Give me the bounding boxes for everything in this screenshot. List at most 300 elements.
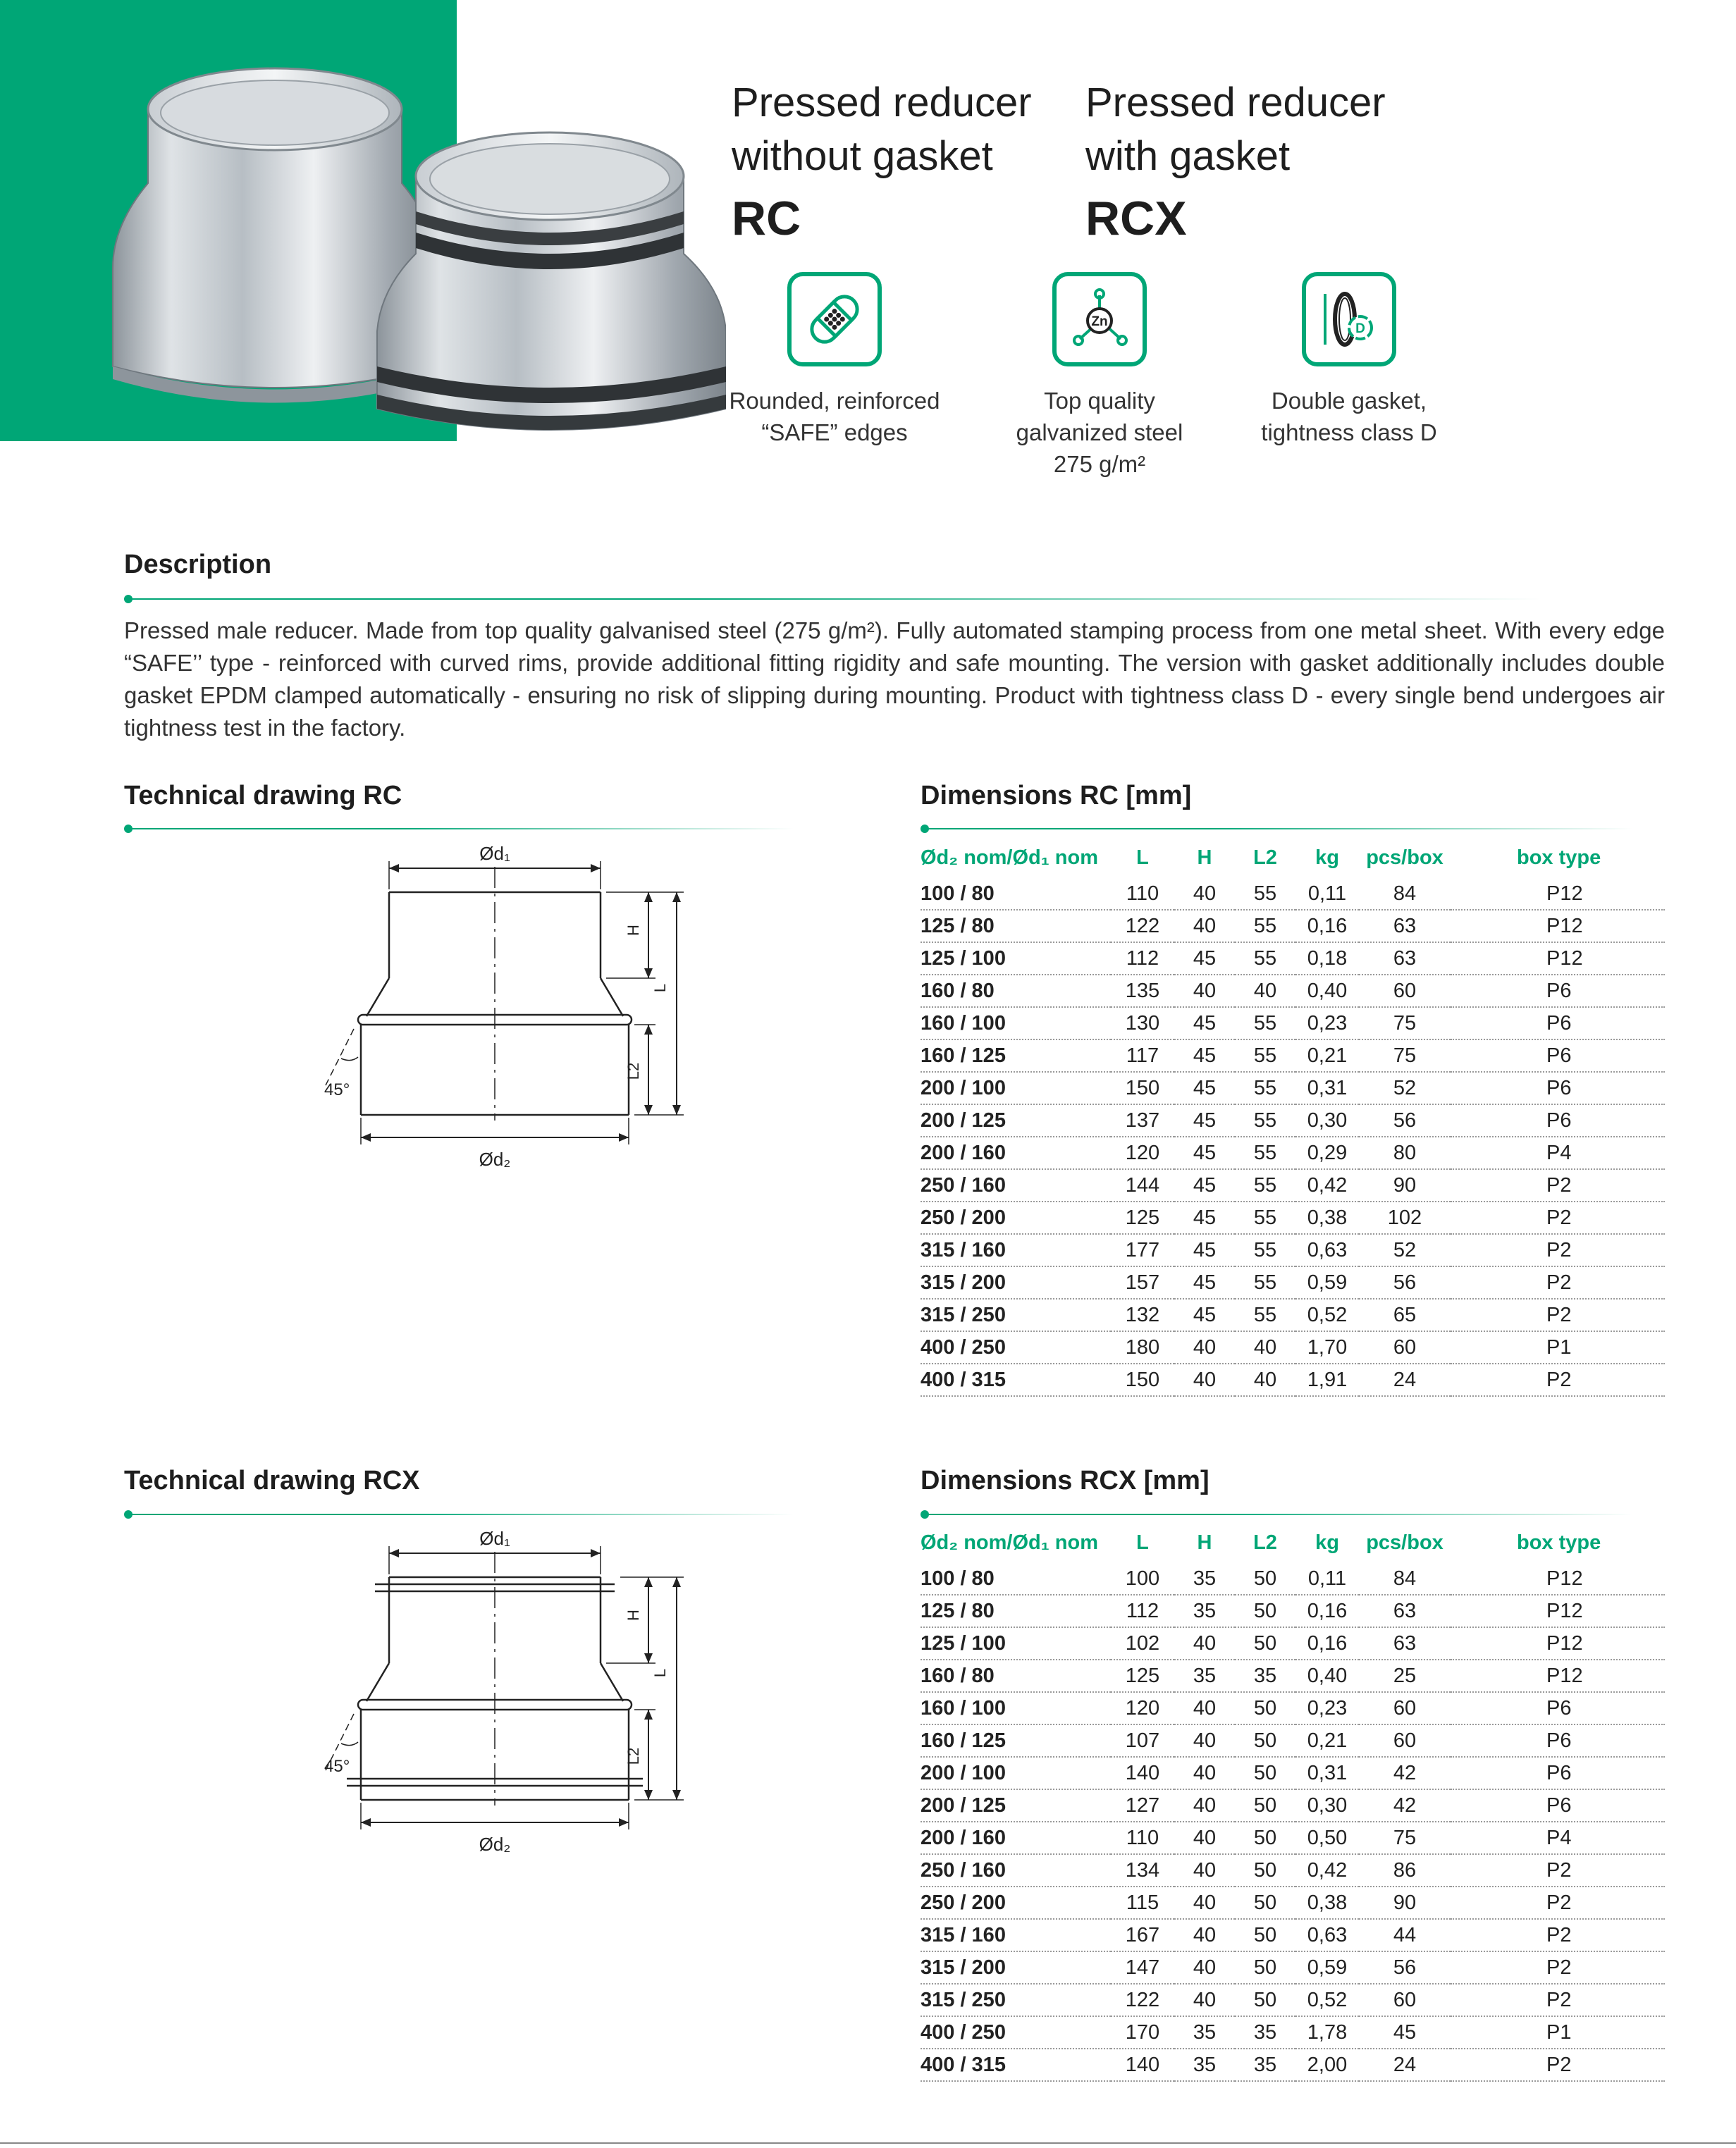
table-cell: 63	[1359, 1627, 1451, 1660]
table-cell: 120	[1111, 1137, 1174, 1169]
table-cell: 40	[1174, 1757, 1235, 1789]
description-text: Pressed male reducer. Made from top quality galvanised steel (275 g/m²). Fully automated stamping process from one metal sheet. With every edge “SAFE’’ type - reinforced with curved rims, provide additional fitting rigidity and safe mounting. The version with gasket additionally includes double gasket EPDM clamped automatically - ensuring no risk of slipping during mounting. Product with tightness class D - every single bend undergoes air tightness test in the factory.	[124, 617, 1665, 741]
table-cell: 0,38	[1295, 1202, 1359, 1234]
technical-drawing-rc	[296, 839, 719, 1180]
table-row	[921, 1202, 1665, 1234]
table-cell: P12	[1451, 1627, 1665, 1660]
table-cell: P2	[1451, 1299, 1665, 1331]
table-row	[921, 1660, 1665, 1692]
dimension-label-d2: Ød₂	[479, 1834, 511, 1855]
feature-galvanized-steel	[980, 272, 1219, 480]
table-row	[921, 1822, 1665, 1854]
dimensions-rc-heading: Dimensions RC [mm]	[921, 781, 1192, 810]
table-header-row	[921, 837, 1665, 878]
table-cell: 56	[1359, 1104, 1451, 1137]
title-line: Pressed reducer	[1085, 80, 1386, 125]
table-cell: 2,00	[1295, 2049, 1359, 2081]
table-cell: 200 / 125	[921, 1789, 1111, 1822]
table-cell: P6	[1451, 1039, 1665, 1072]
table-cell: 0,40	[1295, 975, 1359, 1007]
table-cell: 40	[1174, 910, 1235, 942]
table-cell: 80	[1359, 1137, 1451, 1169]
table-cell: 90	[1359, 1887, 1451, 1919]
table-cell: 84	[1359, 1563, 1451, 1595]
heading-rule	[131, 828, 794, 829]
table-cell: 45	[1174, 1072, 1235, 1104]
table-cell: 0,38	[1295, 1887, 1359, 1919]
table-cell: 35	[1174, 2049, 1235, 2081]
title-line: with gasket	[1085, 133, 1291, 179]
dimension-label-d1: Ød₁	[479, 1528, 510, 1549]
table-cell: P2	[1451, 1266, 1665, 1299]
table-cell: 50	[1235, 1951, 1295, 1984]
table-cell: 55	[1235, 1137, 1295, 1169]
table-header-cell: H	[1197, 1531, 1212, 1554]
dimensions-rcx-table	[921, 1522, 1665, 2082]
table-cell: 137	[1111, 1104, 1174, 1137]
table-cell: 0,31	[1295, 1757, 1359, 1789]
table-cell: 160 / 125	[921, 1724, 1111, 1757]
dimension-label-l: L	[651, 983, 669, 993]
safe-edge-bandage-icon	[787, 272, 882, 366]
table-cell: 55	[1235, 1266, 1295, 1299]
table-cell: 55	[1235, 910, 1295, 942]
table-cell: 115	[1111, 1887, 1174, 1919]
table-cell: 55	[1235, 1202, 1295, 1234]
table-cell: 55	[1235, 878, 1295, 910]
table-cell: 45	[1174, 1137, 1235, 1169]
table-cell: 315 / 160	[921, 1919, 1111, 1951]
table-cell: P6	[1451, 1104, 1665, 1137]
table-cell: 132	[1111, 1299, 1174, 1331]
table-row	[921, 1919, 1665, 1951]
table-cell: 55	[1235, 1234, 1295, 1266]
table-cell: 150	[1111, 1072, 1174, 1104]
product-title-rc	[732, 76, 1070, 254]
table-cell: 60	[1359, 1984, 1451, 2016]
table-cell: 40	[1174, 1919, 1235, 1951]
table-cell: 50	[1235, 1789, 1295, 1822]
table-cell: 55	[1235, 1169, 1295, 1202]
table-cell: 40	[1174, 878, 1235, 910]
table-cell: 45	[1359, 2016, 1451, 2049]
table-cell: 0,23	[1295, 1692, 1359, 1724]
table-cell: 250 / 160	[921, 1854, 1111, 1887]
table-row	[921, 1007, 1665, 1039]
table-header-cell: box type	[1517, 1531, 1601, 1554]
table-cell: P6	[1451, 1789, 1665, 1822]
table-cell: 315 / 200	[921, 1266, 1111, 1299]
table-cell: 125	[1111, 1660, 1174, 1692]
table-row	[921, 878, 1665, 910]
table-cell: 40	[1174, 1627, 1235, 1660]
table-cell: 0,21	[1295, 1724, 1359, 1757]
technical-drawing-rcx	[296, 1524, 719, 1865]
table-cell: 200 / 160	[921, 1822, 1111, 1854]
table-cell: P4	[1451, 1137, 1665, 1169]
table-cell: 200 / 100	[921, 1072, 1111, 1104]
drawing-rc-heading: Technical drawing RC	[124, 781, 402, 810]
dimension-label-l: L	[651, 1668, 669, 1678]
table-cell: P6	[1451, 1692, 1665, 1724]
table-cell: P12	[1451, 910, 1665, 942]
table-cell: 0,16	[1295, 1595, 1359, 1627]
table-cell: 160 / 100	[921, 1007, 1111, 1039]
table-cell: 56	[1359, 1266, 1451, 1299]
table-cell: 55	[1235, 1072, 1295, 1104]
table-cell: 125 / 100	[921, 942, 1111, 975]
table-cell: 40	[1174, 1364, 1235, 1396]
table-cell: 55	[1235, 942, 1295, 975]
table-cell: 134	[1111, 1854, 1174, 1887]
table-cell: 0,30	[1295, 1789, 1359, 1822]
product-code: RC	[732, 192, 801, 245]
table-cell: 35	[1235, 1660, 1295, 1692]
table-cell: 160 / 80	[921, 975, 1111, 1007]
table-cell: 0,11	[1295, 1563, 1359, 1595]
table-cell: 157	[1111, 1266, 1174, 1299]
angle-label: 45°	[324, 1080, 350, 1099]
table-cell: 60	[1359, 975, 1451, 1007]
table-row	[921, 1234, 1665, 1266]
svg-text:Zn: Zn	[1091, 314, 1108, 329]
table-cell: 127	[1111, 1789, 1174, 1822]
table-cell: 102	[1111, 1627, 1174, 1660]
table-cell: 52	[1359, 1234, 1451, 1266]
feature-text: 275 g/m²	[1053, 451, 1146, 477]
table-cell: 400 / 315	[921, 2049, 1111, 2081]
table-row	[921, 1692, 1665, 1724]
table-cell: 60	[1359, 1331, 1451, 1364]
table-cell: P2	[1451, 1169, 1665, 1202]
table-cell: 40	[1174, 975, 1235, 1007]
table-cell: 40	[1235, 975, 1295, 1007]
table-cell: 110	[1111, 878, 1174, 910]
table-cell: 147	[1111, 1951, 1174, 1984]
table-cell: 170	[1111, 2016, 1174, 2049]
table-cell: 55	[1235, 1104, 1295, 1137]
table-cell: 1,78	[1295, 2016, 1359, 2049]
table-cell: 0,29	[1295, 1137, 1359, 1169]
table-cell: P6	[1451, 1007, 1665, 1039]
table-cell: 0,31	[1295, 1072, 1359, 1104]
table-row	[921, 1563, 1665, 1595]
table-cell: 35	[1235, 2049, 1295, 2081]
table-cell: 0,52	[1295, 1299, 1359, 1331]
table-row	[921, 1364, 1665, 1396]
table-cell: 112	[1111, 942, 1174, 975]
table-header-cell: kg	[1315, 1531, 1339, 1554]
table-cell: 160 / 80	[921, 1660, 1111, 1692]
angle-label: 45°	[324, 1757, 350, 1776]
table-cell: 122	[1111, 1984, 1174, 2016]
table-cell: 40	[1174, 1887, 1235, 1919]
table-cell: 45	[1174, 1234, 1235, 1266]
feature-text: Double gasket,	[1271, 388, 1427, 414]
table-cell: 400 / 250	[921, 2016, 1111, 2049]
table-cell: P4	[1451, 1822, 1665, 1854]
table-cell: 125	[1111, 1202, 1174, 1234]
table-cell: 40	[1174, 1984, 1235, 2016]
table-row	[921, 1951, 1665, 1984]
table-cell: 315 / 250	[921, 1299, 1111, 1331]
table-cell: 50	[1235, 1627, 1295, 1660]
table-cell: 63	[1359, 1595, 1451, 1627]
table-cell: 40	[1174, 1951, 1235, 1984]
dimension-label-d2: Ød₂	[479, 1149, 511, 1170]
table-cell: 35	[1174, 1563, 1235, 1595]
feature-text: tightness class D	[1261, 419, 1437, 445]
table-cell: 110	[1111, 1822, 1174, 1854]
table-cell: P2	[1451, 2049, 1665, 2081]
table-cell: P12	[1451, 1595, 1665, 1627]
table-cell: 45	[1174, 1202, 1235, 1234]
drawing-rcx-heading: Technical drawing RCX	[124, 1466, 420, 1495]
table-cell: 35	[1235, 2016, 1295, 2049]
table-row	[921, 1072, 1665, 1104]
table-cell: 0,50	[1295, 1822, 1359, 1854]
table-row	[921, 1299, 1665, 1331]
dimension-label-d1: Ød₁	[479, 843, 510, 864]
table-cell: 120	[1111, 1692, 1174, 1724]
footer-rule	[0, 2142, 1736, 2144]
table-cell: 45	[1174, 1104, 1235, 1137]
table-cell: 0,23	[1295, 1007, 1359, 1039]
table-cell: 90	[1359, 1169, 1451, 1202]
table-cell: 50	[1235, 1563, 1295, 1595]
table-row	[921, 1627, 1665, 1660]
table-cell: 250 / 160	[921, 1169, 1111, 1202]
table-header-row	[921, 1522, 1665, 1563]
table-header-cell: Ød₂ nom/Ød₁ nom	[921, 846, 1099, 869]
table-cell: 0,30	[1295, 1104, 1359, 1137]
heading-rule	[928, 828, 1632, 829]
table-header-cell: pcs/box	[1366, 846, 1443, 869]
table-cell: 50	[1235, 1854, 1295, 1887]
table-cell: 40	[1174, 1724, 1235, 1757]
table-header-cell: L2	[1253, 846, 1277, 869]
table-cell: 45	[1174, 1266, 1235, 1299]
table-cell: 400 / 315	[921, 1364, 1111, 1396]
table-cell: 0,59	[1295, 1951, 1359, 1984]
table-row	[921, 1595, 1665, 1627]
table-cell: P6	[1451, 975, 1665, 1007]
table-cell: 0,18	[1295, 942, 1359, 975]
table-cell: 117	[1111, 1039, 1174, 1072]
table-cell: P6	[1451, 1757, 1665, 1789]
table-cell: 63	[1359, 910, 1451, 942]
table-row	[921, 1789, 1665, 1822]
table-cell: 250 / 200	[921, 1202, 1111, 1234]
table-cell: 0,16	[1295, 910, 1359, 942]
product-title-rcx	[1085, 76, 1424, 254]
table-cell: 1,91	[1295, 1364, 1359, 1396]
table-cell: 50	[1235, 1595, 1295, 1627]
table-row	[921, 2016, 1665, 2049]
table-cell: 130	[1111, 1007, 1174, 1039]
table-cell: 40	[1174, 1692, 1235, 1724]
table-cell: 55	[1235, 1007, 1295, 1039]
table-cell: 24	[1359, 1364, 1451, 1396]
table-cell: 40	[1174, 1789, 1235, 1822]
table-cell: 40	[1235, 1364, 1295, 1396]
table-cell: 55	[1235, 1299, 1295, 1331]
table-row	[921, 2049, 1665, 2081]
table-cell: 100 / 80	[921, 1563, 1111, 1595]
dimensions-rc-table-wrap	[921, 837, 1665, 1397]
table-row	[921, 1854, 1665, 1887]
table-cell: 180	[1111, 1331, 1174, 1364]
table-cell: 112	[1111, 1595, 1174, 1627]
table-cell: 140	[1111, 1757, 1174, 1789]
double-gasket-icon	[1302, 272, 1396, 366]
table-cell: 0,16	[1295, 1627, 1359, 1660]
table-cell: 160 / 100	[921, 1692, 1111, 1724]
table-row	[921, 1137, 1665, 1169]
table-cell: 50	[1235, 1724, 1295, 1757]
table-cell: 86	[1359, 1854, 1451, 1887]
table-cell: P2	[1451, 1951, 1665, 1984]
table-cell: 63	[1359, 942, 1451, 975]
table-cell: 0,42	[1295, 1169, 1359, 1202]
table-cell: 0,52	[1295, 1984, 1359, 2016]
dimension-label-l2: L2	[624, 1062, 642, 1080]
dimension-label-h: H	[624, 1610, 642, 1621]
table-cell: 250 / 200	[921, 1887, 1111, 1919]
table-cell: 0,59	[1295, 1266, 1359, 1299]
table-cell: P1	[1451, 1331, 1665, 1364]
table-cell: 150	[1111, 1364, 1174, 1396]
feature-text: galvanized steel	[1016, 419, 1183, 445]
table-cell: 200 / 125	[921, 1104, 1111, 1137]
heading-rule	[928, 1514, 1632, 1515]
table-row	[921, 1266, 1665, 1299]
table-row	[921, 1724, 1665, 1757]
table-cell: P2	[1451, 1234, 1665, 1266]
table-cell: 75	[1359, 1039, 1451, 1072]
table-cell: 167	[1111, 1919, 1174, 1951]
table-cell: 55	[1235, 1039, 1295, 1072]
table-header-cell: kg	[1315, 846, 1339, 869]
feature-text: Rounded, reinforced	[729, 388, 940, 414]
dimension-label-h: H	[624, 925, 642, 936]
table-header-cell: L2	[1253, 1531, 1277, 1554]
table-cell: 50	[1235, 1887, 1295, 1919]
table-cell: P1	[1451, 2016, 1665, 2049]
table-cell: 102	[1359, 1202, 1451, 1234]
product-photo	[63, 42, 726, 451]
dimensions-rc-table	[921, 837, 1665, 1397]
table-row	[921, 1757, 1665, 1789]
table-cell: 42	[1359, 1757, 1451, 1789]
table-cell: 0,11	[1295, 878, 1359, 910]
table-cell: P2	[1451, 1984, 1665, 2016]
table-cell: 144	[1111, 1169, 1174, 1202]
description-heading: Description	[124, 550, 272, 579]
table-cell: 35	[1174, 2016, 1235, 2049]
table-row	[921, 975, 1665, 1007]
title-line: without gasket	[732, 133, 993, 179]
table-cell: 45	[1174, 1299, 1235, 1331]
feature-text: “SAFE” edges	[761, 419, 908, 445]
feature-double-gasket	[1229, 272, 1469, 448]
table-cell: P6	[1451, 1724, 1665, 1757]
table-cell: P2	[1451, 1919, 1665, 1951]
dimension-label-l2: L2	[624, 1747, 642, 1765]
dimensions-rcx-table-wrap	[921, 1522, 1665, 2082]
table-cell: P12	[1451, 878, 1665, 910]
table-cell: 35	[1174, 1595, 1235, 1627]
table-cell: P12	[1451, 942, 1665, 975]
table-cell: 50	[1235, 1692, 1295, 1724]
table-cell: 75	[1359, 1007, 1451, 1039]
table-header-cell: L	[1136, 1531, 1149, 1554]
table-cell: 0,21	[1295, 1039, 1359, 1072]
table-cell: 0,63	[1295, 1234, 1359, 1266]
product-code: RCX	[1085, 192, 1187, 245]
table-cell: 50	[1235, 1822, 1295, 1854]
table-cell: 160 / 125	[921, 1039, 1111, 1072]
table-cell: 40	[1174, 1822, 1235, 1854]
table-row	[921, 910, 1665, 942]
svg-text:D: D	[1355, 321, 1365, 336]
table-cell: 200 / 100	[921, 1757, 1111, 1789]
table-cell: 315 / 200	[921, 1951, 1111, 1984]
table-cell: 52	[1359, 1072, 1451, 1104]
table-cell: 25	[1359, 1660, 1451, 1692]
table-row	[921, 1887, 1665, 1919]
table-cell: 40	[1235, 1331, 1295, 1364]
table-cell: 65	[1359, 1299, 1451, 1331]
table-cell: P2	[1451, 1202, 1665, 1234]
table-cell: 50	[1235, 1919, 1295, 1951]
table-cell: 60	[1359, 1692, 1451, 1724]
table-cell: 100 / 80	[921, 878, 1111, 910]
table-cell: 1,70	[1295, 1331, 1359, 1364]
table-cell: 107	[1111, 1724, 1174, 1757]
table-cell: 122	[1111, 910, 1174, 942]
table-header-cell: box type	[1517, 846, 1601, 869]
table-row	[921, 1984, 1665, 2016]
zinc-molecule-icon	[1052, 272, 1147, 366]
table-cell: 45	[1174, 1039, 1235, 1072]
heading-rule	[131, 598, 1541, 600]
table-cell: 315 / 250	[921, 1984, 1111, 2016]
table-cell: P2	[1451, 1854, 1665, 1887]
table-cell: 200 / 160	[921, 1137, 1111, 1169]
table-cell: 400 / 250	[921, 1331, 1111, 1364]
table-row	[921, 1039, 1665, 1072]
table-cell: 84	[1359, 878, 1451, 910]
table-cell: 315 / 160	[921, 1234, 1111, 1266]
table-cell: 50	[1235, 1984, 1295, 2016]
table-header-cell: Ød₂ nom/Ød₁ nom	[921, 1531, 1099, 1554]
table-cell: 40	[1174, 1331, 1235, 1364]
table-cell: 177	[1111, 1234, 1174, 1266]
feature-text: Top quality	[1044, 388, 1155, 414]
table-row	[921, 1104, 1665, 1137]
table-cell: 0,63	[1295, 1919, 1359, 1951]
table-cell: 100	[1111, 1563, 1174, 1595]
table-cell: 42	[1359, 1789, 1451, 1822]
table-header-cell: H	[1197, 846, 1212, 869]
table-cell: 75	[1359, 1822, 1451, 1854]
table-cell: 45	[1174, 1007, 1235, 1039]
table-header-cell: L	[1136, 846, 1149, 869]
table-cell: 135	[1111, 975, 1174, 1007]
heading-rule	[131, 1514, 794, 1515]
table-cell: P2	[1451, 1364, 1665, 1396]
